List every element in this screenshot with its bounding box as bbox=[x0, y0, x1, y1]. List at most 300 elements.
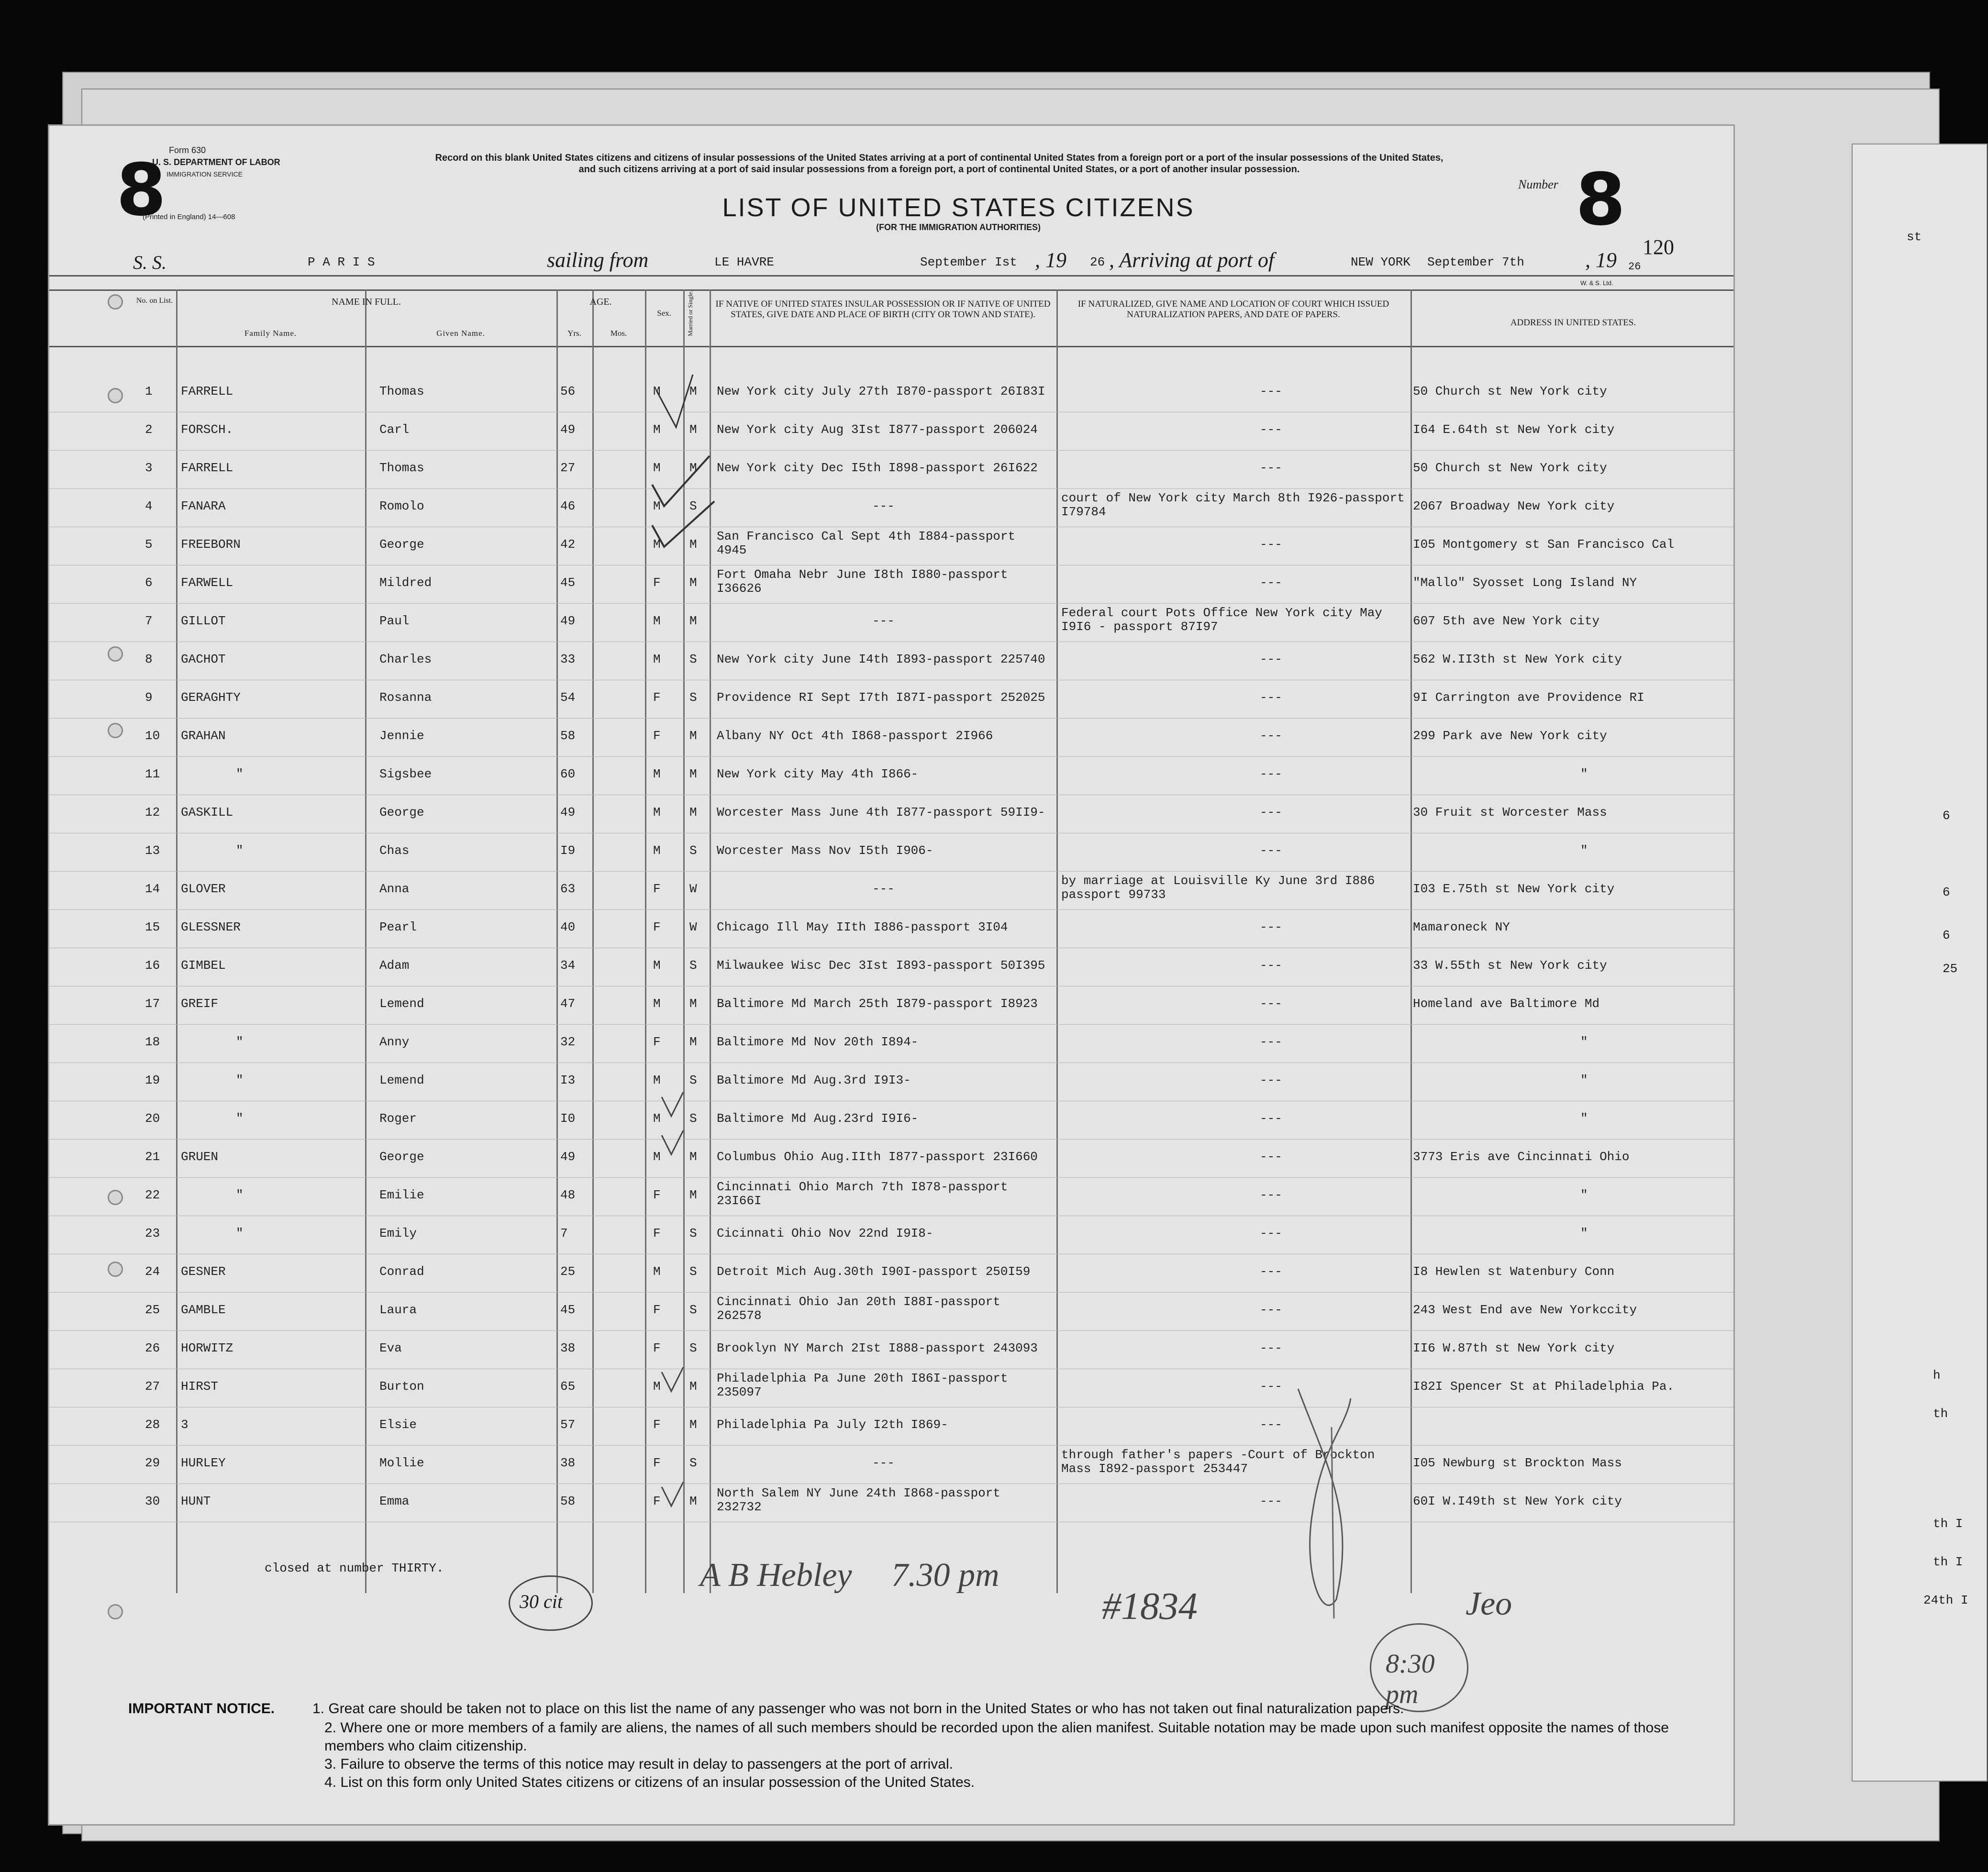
given-name: Conrad bbox=[379, 1264, 424, 1279]
age-years: 42 bbox=[560, 537, 576, 552]
sex: M bbox=[653, 461, 661, 475]
given-name: George bbox=[379, 805, 424, 820]
side-fragment: h bbox=[1933, 1368, 1941, 1383]
us-address: II6 W.87th st New York city bbox=[1413, 1341, 1615, 1355]
given-name: Charles bbox=[379, 652, 432, 666]
marital-status: S bbox=[689, 1073, 697, 1087]
table-row bbox=[49, 872, 1733, 910]
naturalization-info: --- bbox=[1260, 805, 1282, 820]
birth-info: Columbus Ohio Aug.IIth I877-passport 23I660 bbox=[717, 1150, 1038, 1164]
marital-status: W bbox=[689, 920, 697, 934]
birth-info: San Francisco Cal Sept 4th I884-passport 4945 bbox=[717, 529, 1016, 557]
family-name: 3 bbox=[181, 1418, 189, 1432]
row-rule bbox=[49, 450, 1733, 451]
table-row bbox=[49, 719, 1733, 757]
given-name: Emilie bbox=[379, 1188, 424, 1202]
check-marks bbox=[643, 336, 729, 1628]
age-years: 63 bbox=[560, 882, 576, 896]
age-years: 65 bbox=[560, 1379, 576, 1394]
naturalization-info: --- bbox=[1260, 1188, 1282, 1202]
row-number: 20 bbox=[145, 1111, 160, 1126]
age-years: 38 bbox=[560, 1341, 576, 1355]
naturalization-info: --- bbox=[1260, 729, 1282, 743]
side-fragment: 6 bbox=[1943, 885, 1950, 899]
given-name: Lemend bbox=[379, 1073, 424, 1087]
birth-info: Albany NY Oct 4th I868-passport 2I966 bbox=[717, 729, 993, 743]
age-years: 34 bbox=[560, 958, 576, 973]
age-years: I3 bbox=[560, 1073, 576, 1087]
header-birth: IF NATIVE OF UNITED STATES INSULAR POSSESSION OR IF NATIVE OF UNITED STATES, GIVE DATE AND PLACE OF BIRTH (CITY OR TOWN AND STATE). bbox=[715, 299, 1051, 320]
marital-status: W bbox=[689, 882, 697, 896]
birth-info: Brooklyn NY March 2Ist I888-passport 243093 bbox=[717, 1341, 1038, 1355]
sex: F bbox=[653, 1303, 661, 1317]
table-row bbox=[49, 375, 1733, 413]
inspector-signature: A B Hebley bbox=[700, 1557, 852, 1594]
sex: M bbox=[653, 499, 661, 513]
sex: M bbox=[653, 767, 661, 781]
marital-status: M bbox=[689, 1379, 697, 1394]
age-years: 45 bbox=[560, 1303, 576, 1317]
family-name: HORWITZ bbox=[181, 1341, 233, 1355]
closing-note: closed at number THIRTY. bbox=[265, 1561, 444, 1575]
naturalization-info: --- bbox=[1260, 1303, 1282, 1317]
sex: M bbox=[653, 1111, 661, 1126]
birth-info: --- bbox=[872, 614, 895, 628]
row-number: 28 bbox=[145, 1418, 160, 1432]
family-name: GILLOT bbox=[181, 614, 226, 628]
list-number-left: 8 bbox=[116, 149, 167, 232]
naturalization-info: through father's papers -Court of Brockton Mass I892-passport 253447 bbox=[1061, 1448, 1375, 1476]
handwritten-time: 7.30 pm bbox=[891, 1557, 1000, 1594]
row-number: 5 bbox=[145, 537, 153, 552]
family-name: GACHOT bbox=[181, 652, 226, 666]
header-bottom-rule bbox=[49, 346, 1733, 347]
us-address: " bbox=[1580, 767, 1588, 781]
family-name: FORSCH. bbox=[181, 422, 233, 437]
table-row bbox=[49, 1408, 1733, 1446]
row-number: 4 bbox=[145, 499, 153, 513]
side-fragment: st bbox=[1907, 230, 1922, 244]
family-name: GESNER bbox=[181, 1264, 226, 1279]
us-address: I05 Newburg st Brockton Mass bbox=[1413, 1456, 1622, 1470]
row-number: 3 bbox=[145, 461, 153, 475]
marital-status: M bbox=[689, 1494, 697, 1508]
row-number: 2 bbox=[145, 422, 153, 437]
naturalization-info: --- bbox=[1260, 1341, 1282, 1355]
us-address: " bbox=[1580, 1073, 1588, 1087]
marital-status: S bbox=[689, 690, 697, 705]
sex: F bbox=[653, 1494, 661, 1508]
us-address: "Mallo" Syosset Long Island NY bbox=[1413, 576, 1637, 590]
sex: M bbox=[653, 805, 661, 820]
us-address: " bbox=[1580, 1035, 1588, 1049]
naturalization-info: --- bbox=[1260, 958, 1282, 973]
family-name: FREEBORN bbox=[181, 537, 241, 552]
side-fragment: th bbox=[1933, 1407, 1948, 1421]
us-address: " bbox=[1580, 1226, 1588, 1241]
row-number: 10 bbox=[145, 729, 160, 743]
table-row bbox=[49, 796, 1733, 834]
birth-info: --- bbox=[872, 499, 895, 513]
sex: F bbox=[653, 1226, 661, 1241]
ship-name: P A R I S bbox=[308, 255, 375, 269]
sex: M bbox=[653, 843, 661, 858]
marital-status: M bbox=[689, 384, 697, 399]
naturalization-info: --- bbox=[1260, 384, 1282, 399]
family-name: FARWELL bbox=[181, 576, 233, 590]
table-row bbox=[49, 1293, 1733, 1331]
sex: F bbox=[653, 729, 661, 743]
age-years: 54 bbox=[560, 690, 576, 705]
side-fragment: 24th I bbox=[1923, 1593, 1968, 1607]
row-number: 17 bbox=[145, 997, 160, 1011]
age-years: 25 bbox=[560, 1264, 576, 1279]
us-address: 243 West End ave New Yorkccity bbox=[1413, 1303, 1637, 1317]
us-address: Mamaroneck NY bbox=[1413, 920, 1510, 934]
birth-info: New York city July 27th I870-passport 26I83I bbox=[717, 384, 1045, 399]
arrival-date: September 7th bbox=[1427, 255, 1524, 269]
sex: M bbox=[653, 1150, 661, 1164]
instructions: Record on this blank United States citizens and citizens of insular possessions of the United States arriving at a port of continental United States from a foreign port or a port of the insular possessions of the United States, and such citizens arriving at a port of said insular possessions from a foreign port, a port of continental United States, or a port of another insular possession. bbox=[435, 153, 1444, 175]
naturalization-info: --- bbox=[1260, 537, 1282, 552]
handwritten-number: #1834 bbox=[1102, 1585, 1198, 1628]
given-name: Thomas bbox=[379, 384, 424, 399]
sail-date: September Ist bbox=[920, 255, 1017, 269]
circled-time-text: 8:30 pm bbox=[1386, 1649, 1435, 1709]
printer-mark: W. & S. Ltd. bbox=[1580, 279, 1613, 287]
birth-info: Providence RI Sept I7th I87I-passport 252025 bbox=[717, 690, 1045, 705]
table-row bbox=[49, 1102, 1733, 1140]
header-name-in-full: NAME IN FULL. bbox=[332, 297, 401, 307]
list-number-right: 8 bbox=[1576, 158, 1626, 242]
printed-note: (Printed in England) 14—608 bbox=[143, 213, 235, 221]
given-name: George bbox=[379, 537, 424, 552]
age-years: 57 bbox=[560, 1418, 576, 1432]
table-row bbox=[49, 1217, 1733, 1255]
sex: M bbox=[653, 997, 661, 1011]
age-years: 56 bbox=[560, 384, 576, 399]
sex: F bbox=[653, 1418, 661, 1432]
binding-hole bbox=[108, 294, 123, 310]
row-rule bbox=[49, 1292, 1733, 1293]
sex: F bbox=[653, 1341, 661, 1355]
marital-status: M bbox=[689, 1035, 697, 1049]
marital-status: M bbox=[689, 1150, 697, 1164]
row-number: 9 bbox=[145, 690, 153, 705]
header-sex: Sex. bbox=[657, 309, 671, 318]
age-years: 48 bbox=[560, 1188, 576, 1202]
naturalization-info: --- bbox=[1260, 690, 1282, 705]
naturalization-info: --- bbox=[1260, 422, 1282, 437]
row-number: 24 bbox=[145, 1264, 160, 1279]
birth-info: Cincinnati Ohio Jan 20th I88I-passport 262578 bbox=[717, 1295, 1000, 1323]
naturalization-info: --- bbox=[1260, 767, 1282, 781]
marital-status: M bbox=[689, 997, 697, 1011]
given-name: Emma bbox=[379, 1494, 410, 1508]
binding-hole bbox=[108, 1604, 123, 1619]
notice-item-1: 1. Great care should be taken not to place on this list the name of any passenger who was not born in the United States or who has not taken out final naturalization papers. bbox=[312, 1701, 1404, 1717]
sail-year: 26 bbox=[1090, 255, 1105, 269]
table-row bbox=[49, 1446, 1733, 1484]
notice-item-4: 4. List on this form only United States citizens or citizens of an insular possession of the United States. bbox=[324, 1774, 975, 1790]
age-years: 49 bbox=[560, 422, 576, 437]
row-number: 23 bbox=[145, 1226, 160, 1241]
arriving-label: , Arriving at port of bbox=[1109, 248, 1275, 272]
given-name: Rosanna bbox=[379, 690, 432, 705]
table-row bbox=[49, 681, 1733, 719]
family-name: " bbox=[236, 843, 244, 858]
naturalization-info: --- bbox=[1260, 576, 1282, 590]
circled-count-text: 30 cit bbox=[520, 1591, 563, 1612]
row-rule bbox=[49, 756, 1733, 757]
us-address: Homeland ave Baltimore Md bbox=[1413, 997, 1600, 1011]
age-years: 45 bbox=[560, 576, 576, 590]
sex: M bbox=[653, 614, 661, 628]
age-years: 38 bbox=[560, 1456, 576, 1470]
marital-status: M bbox=[689, 729, 697, 743]
arrival-year: 26 bbox=[1628, 261, 1641, 273]
row-rule bbox=[49, 718, 1733, 719]
us-address: 607 5th ave New York city bbox=[1413, 614, 1600, 628]
naturalization-info: --- bbox=[1260, 1418, 1282, 1432]
us-address: I64 E.64th st New York city bbox=[1413, 422, 1615, 437]
us-address: " bbox=[1580, 843, 1588, 858]
marital-status: M bbox=[689, 1418, 697, 1432]
marital-status: S bbox=[689, 652, 697, 666]
family-name: GREIF bbox=[181, 997, 219, 1011]
us-address: 60I W.I49th st New York city bbox=[1413, 1494, 1622, 1508]
us-address: " bbox=[1580, 1111, 1588, 1126]
header-married: Married or Single. bbox=[687, 290, 694, 336]
row-number: 7 bbox=[145, 614, 153, 628]
header-no: No. on List. bbox=[136, 297, 173, 305]
row-number: 18 bbox=[145, 1035, 160, 1049]
sex: M bbox=[653, 1264, 661, 1279]
given-name: Anny bbox=[379, 1035, 410, 1049]
table-row bbox=[49, 528, 1733, 566]
us-address: 9I Carrington ave Providence RI bbox=[1413, 690, 1644, 705]
row-rule bbox=[49, 1330, 1733, 1331]
circled-count bbox=[509, 1575, 593, 1631]
sex: F bbox=[653, 920, 661, 934]
given-name: Mildred bbox=[379, 576, 432, 590]
birth-info: Detroit Mich Aug.30th I90I-passport 250I59 bbox=[717, 1264, 1031, 1279]
ss-label: S. S. bbox=[133, 252, 167, 273]
sex: F bbox=[653, 576, 661, 590]
header-top-rule bbox=[49, 275, 1733, 277]
from-port: LE HAVRE bbox=[714, 255, 774, 269]
row-number: 11 bbox=[145, 767, 160, 781]
age-years: I0 bbox=[560, 1111, 576, 1126]
header-age: AGE. bbox=[589, 297, 612, 307]
year-prefix: , 19 bbox=[1035, 248, 1066, 272]
marital-status: M bbox=[689, 614, 697, 628]
table-row bbox=[49, 1331, 1733, 1370]
arrival-port: NEW YORK bbox=[1351, 255, 1410, 269]
form-subtitle: (FOR THE IMMIGRATION AUTHORITIES) bbox=[876, 222, 1041, 232]
row-rule bbox=[49, 603, 1733, 604]
age-years: 49 bbox=[560, 1150, 576, 1164]
age-years: 47 bbox=[560, 997, 576, 1011]
pencil-scribble bbox=[1269, 1370, 1413, 1638]
row-number: 30 bbox=[145, 1494, 160, 1508]
marital-status: S bbox=[689, 958, 697, 973]
row-rule bbox=[49, 909, 1733, 910]
sex: F bbox=[653, 1035, 661, 1049]
side-fragment: th I bbox=[1933, 1555, 1963, 1569]
sex: F bbox=[653, 690, 661, 705]
given-name: Thomas bbox=[379, 461, 424, 475]
us-address: 2067 Broadway New York city bbox=[1413, 499, 1615, 513]
given-name: Pearl bbox=[379, 920, 417, 934]
naturalization-info: --- bbox=[1260, 1111, 1282, 1126]
sex: M bbox=[653, 652, 661, 666]
naturalization-info: --- bbox=[1260, 1073, 1282, 1087]
naturalization-info: --- bbox=[1260, 997, 1282, 1011]
table-row bbox=[49, 1484, 1733, 1523]
family-name: FARRELL bbox=[181, 384, 233, 399]
side-fragment: 6 bbox=[1943, 928, 1950, 942]
table-row bbox=[49, 1025, 1733, 1063]
us-address: " bbox=[1580, 1188, 1588, 1202]
given-name: Elsie bbox=[379, 1418, 417, 1432]
handwritten-initials: Jeo bbox=[1466, 1585, 1512, 1622]
given-name: Sigsbee bbox=[379, 767, 432, 781]
sailing-label: sailing from bbox=[547, 248, 649, 272]
family-name: GRAHAN bbox=[181, 729, 226, 743]
us-address: 30 Fruit st Worcester Mass bbox=[1413, 805, 1607, 820]
birth-info: Worcester Mass Nov I5th I906- bbox=[717, 843, 933, 858]
age-years: 33 bbox=[560, 652, 576, 666]
given-name: Romolo bbox=[379, 499, 424, 513]
marital-status: M bbox=[689, 576, 697, 590]
header-address: ADDRESS IN UNITED STATES. bbox=[1510, 318, 1636, 328]
marital-status: S bbox=[689, 1341, 697, 1355]
age-years: 32 bbox=[560, 1035, 576, 1049]
marital-status: S bbox=[689, 843, 697, 858]
side-fragment: th I bbox=[1933, 1517, 1963, 1531]
sex: M bbox=[653, 1073, 661, 1087]
marital-status: S bbox=[689, 1456, 697, 1470]
us-address: 3773 Eris ave Cincinnati Ohio bbox=[1413, 1150, 1630, 1164]
table-row bbox=[49, 1140, 1733, 1178]
notice-item-3: 3. Failure to observe the terms of this notice may result in delay to passengers at the port of arrival. bbox=[324, 1756, 953, 1772]
marital-status: S bbox=[689, 1226, 697, 1241]
sex: F bbox=[653, 1456, 661, 1470]
manifest-page bbox=[48, 124, 1735, 1826]
naturalization-info: by marriage at Louisville Ky June 3rd I886 passport 99733 bbox=[1061, 874, 1375, 902]
us-address: 33 W.55th st New York city bbox=[1413, 958, 1607, 973]
us-address: I82I Spencer St at Philadelphia Pa. bbox=[1413, 1379, 1675, 1394]
birth-info: New York city May 4th I866- bbox=[717, 767, 919, 781]
family-name: FANARA bbox=[181, 499, 226, 513]
row-rule bbox=[49, 1139, 1733, 1140]
given-name: Mollie bbox=[379, 1456, 424, 1470]
service: IMMIGRATION SERVICE bbox=[167, 170, 243, 178]
family-name: " bbox=[236, 1226, 244, 1241]
naturalization-info: --- bbox=[1260, 1150, 1282, 1164]
birth-info: Chicago Ill May IIth I886-passport 3I04 bbox=[717, 920, 1008, 934]
marital-status: M bbox=[689, 422, 697, 437]
sex: M bbox=[653, 422, 661, 437]
given-name: Roger bbox=[379, 1111, 417, 1126]
family-name: " bbox=[236, 1188, 244, 1202]
birth-info: Baltimore Md Nov 20th I894- bbox=[717, 1035, 919, 1049]
age-years: 58 bbox=[560, 729, 576, 743]
form-number: Form 630 bbox=[169, 145, 206, 155]
birth-info: Baltimore Md Aug.3rd I9I3- bbox=[717, 1073, 911, 1087]
header-rule bbox=[49, 289, 1733, 291]
marital-status: S bbox=[689, 1303, 697, 1317]
notice-item-2: 2. Where one or more members of a family are aliens, the names of all such members should be recorded upon the alien manifest. Suitable notation may be made upon such manifest opposite the names of those members who claim citizenship. bbox=[324, 1720, 1669, 1754]
us-address: I03 E.75th st New York city bbox=[1413, 882, 1615, 896]
family-name: HUNT bbox=[181, 1494, 211, 1508]
row-number: 6 bbox=[145, 576, 153, 590]
us-address: 50 Church st New York city bbox=[1413, 461, 1607, 475]
table-row bbox=[49, 451, 1733, 489]
us-address: 299 Park ave New York city bbox=[1413, 729, 1607, 743]
header-family-name: Family Name. bbox=[244, 329, 297, 338]
sex: M bbox=[653, 1379, 661, 1394]
birth-info: Cincinnati Ohio March 7th I878-passport 23I66I bbox=[717, 1180, 1008, 1208]
header-given-name: Given Name. bbox=[436, 329, 485, 338]
marital-status: S bbox=[689, 499, 697, 513]
side-fragment: 25 bbox=[1943, 962, 1958, 976]
age-years: 27 bbox=[560, 461, 576, 475]
row-number: 8 bbox=[145, 652, 153, 666]
given-name: Paul bbox=[379, 614, 410, 628]
table-row bbox=[49, 910, 1733, 949]
form-title: LIST OF UNITED STATES CITIZENS bbox=[722, 193, 1195, 222]
header-mos: Mos. bbox=[610, 329, 627, 338]
family-name: GLOVER bbox=[181, 882, 226, 896]
sex: M bbox=[653, 384, 661, 399]
given-name: Burton bbox=[379, 1379, 424, 1394]
birth-info: Milwaukee Wisc Dec 3Ist I893-passport 50I395 bbox=[717, 958, 1045, 973]
given-name: George bbox=[379, 1150, 424, 1164]
family-name: GIMBEL bbox=[181, 958, 226, 973]
row-rule bbox=[49, 871, 1733, 872]
birth-info: Baltimore Md March 25th I879-passport I8923 bbox=[717, 997, 1038, 1011]
family-name: " bbox=[236, 1073, 244, 1087]
table-row bbox=[49, 642, 1733, 681]
given-name: Emily bbox=[379, 1226, 417, 1241]
table-row bbox=[49, 566, 1733, 604]
row-number: 14 bbox=[145, 882, 160, 896]
row-number: 25 bbox=[145, 1303, 160, 1317]
sex: M bbox=[653, 537, 661, 552]
right-sheet bbox=[1852, 144, 1988, 1782]
birth-info: North Salem NY June 24th I868-passport 232732 bbox=[717, 1486, 1000, 1514]
table-row bbox=[49, 604, 1733, 642]
row-number: 26 bbox=[145, 1341, 160, 1355]
row-rule bbox=[49, 1024, 1733, 1025]
passenger-table bbox=[49, 375, 1733, 1580]
family-name: GASKILL bbox=[181, 805, 233, 820]
notice-heading: IMPORTANT NOTICE. bbox=[128, 1701, 275, 1717]
table-row bbox=[49, 489, 1733, 528]
age-years: 49 bbox=[560, 614, 576, 628]
birth-info: --- bbox=[872, 1456, 895, 1470]
age-years: 46 bbox=[560, 499, 576, 513]
naturalization-info: --- bbox=[1260, 1226, 1282, 1241]
age-years: 40 bbox=[560, 920, 576, 934]
sheet-number: 120 bbox=[1643, 235, 1674, 259]
table-row bbox=[49, 1063, 1733, 1102]
table-row bbox=[49, 413, 1733, 451]
table-row bbox=[49, 1255, 1733, 1293]
row-number: 19 bbox=[145, 1073, 160, 1087]
